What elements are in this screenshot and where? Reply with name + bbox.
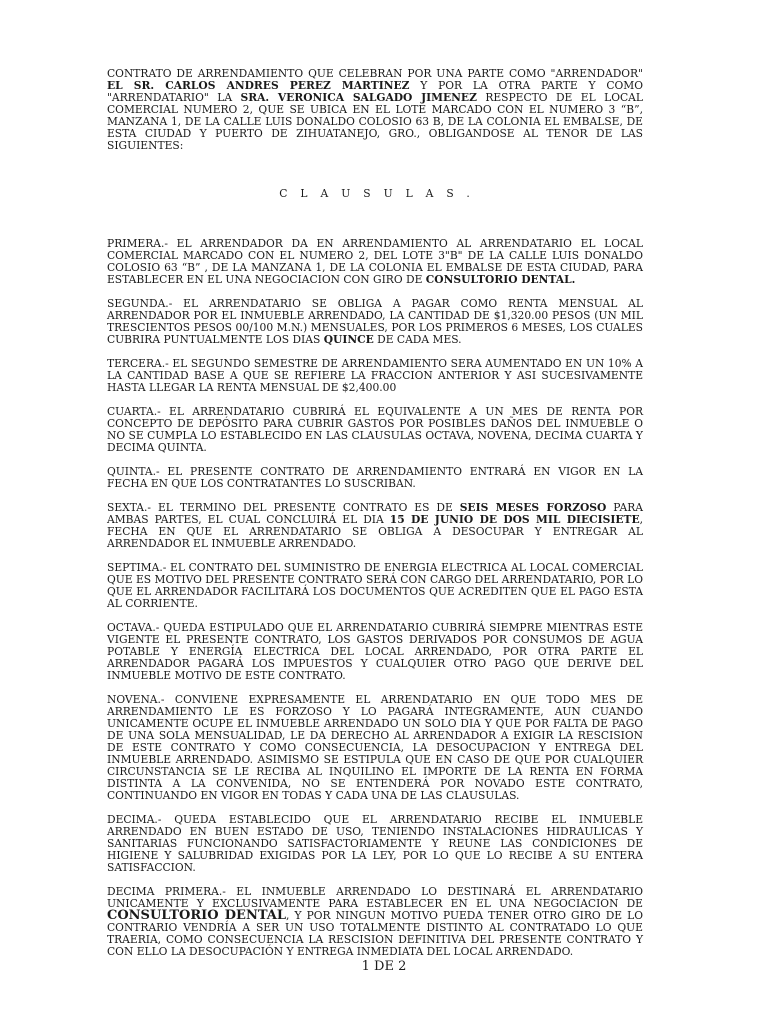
page-number: 1 DE 2 — [361, 959, 407, 974]
tenant-name: SRA. VERONICA SALGADO JIMENEZ — [240, 91, 477, 104]
clause-octava: OCTAVA.- QUEDA ESTIPULADO QUE EL ARRENDATARIO CUBRIRÁ SIEMPRE MIENTRAS ESTE VIGENTE EL PRESENTE CONTRATO, LOS GASTOS DERIVADOS POR CONSUMOS DE AGUA POTABLE Y ENERGÍA ELECTRICA DEL LOCAL ARRENDADO, POR OTRA PARTE EL ARRENDADOR PAGARÁ LOS IMPUESTOS Y CUALQUIER OTRO PAGO QUE DERIVE DEL INMUEBLE MOTIVO DE ESTE CONTRATO. — [107, 621, 643, 682]
clause-novena: NOVENA.- CONVIENE EXPRESAMENTE EL ARRENDATARIO EN QUE TODO MES DE ARRENDAMIENTO LE ES FORZOSO Y LO PAGARÁ INTEGRAMENTE, AUN CUANDO UNICAMENTE OCUPE EL INMUEBLE ARRENDADO UN SOLO DIA Y QUE POR FALTA DE PAGO DE UNA SOLA MENSUALIDAD, LE DA DERECHO AL ARRENDADOR A EXIGIR LA RESCISION DE ESTE CONTRATO Y COMO CONSECUENCIA, LA DESOCUPACION Y ENTREGA DEL INMUEBLE ARRENDADO. ASIMISMO SE ESTIPULA QUE EN CASO DE QUE POR CUALQUIER CIRCUNSTANCIA SE LE RECIBA AL INQUILINO EL IMPORTE DE LA RENTA EN FORMA DISTINTA A LA CONVENIDA, NO SE ENTENDERÁ POR NOVADO ESTE CONTRATO, CONTINUANDO EN VIGOR EN TODAS Y CADA UNA DE LAS CLAUSULAS. — [107, 693, 643, 802]
contract-intro: CONTRATO DE ARRENDAMIENTO QUE CELEBRAN POR UNA PARTE COMO "ARRENDADOR" EL SR. CARLOS ANDRES PEREZ MARTINEZ Y POR LA OTRA PARTE Y COMO "ARRENDATARIO" LA SRA. VERONICA SALGADO JIMENEZ RESPECTO DE EL LOCAL COMERCIAL NUMERO 2, QUE SE UBICA EN EL LOTE MARCADO CON EL NUMERO 3 “B”, MANZANA 1, DE LA CALLE LUIS DONALDO COLOSIO 63 B, DE LA COLONIA EL EMBALSE, DE ESTA CIUDAD Y PUERTO DE ZIHUATANEJO, GRO., OBLIGANDOSE AL TENOR DE LAS SIGUIENTES: — [107, 67, 643, 152]
document-body — [107, 68, 643, 970]
clause-sexta: SEXTA.- EL TERMINO DEL PRESENTE CONTRATO ES DE SEIS MESES FORZOSO PARA AMBAS PARTES, EL CUAL CONCLUIRÁ EL DIA 15 DE JUNIO DE DOS MIL DIECISIETE, FECHA EN QUE EL ARRENDATARIO SE OBLIGA A DESOCUPAR Y ENTREGAR AL ARRENDADOR EL INMUEBLE ARRENDADO. — [107, 501, 643, 550]
clause-decima-primera: DECIMA PRIMERA.- EL INMUEBLE ARRENDADO LO DESTINARÁ EL ARRENDATARIO UNICAMENTE Y EXCLUSIVAMENTE PARA ESTABLECER EN EL UNA NEGOCIACION DE CONSULTORIO DENTAL, Y POR NINGUN MOTIVO PUEDA TENER OTRO GIRO DE LO CONTRARIO VENDRÍA A SER UN USO TOTALMENTE DISTINTO AL CONTRATADO LO QUE TRAERIA, COMO CONSECUENCIA LA RESCISION DEFINITIVA DEL PRESENTE CONTRATO Y CON ELLO LA DESOCUPACIÓN Y ENTREGA INMEDIATA DEL LOCAL ARRENDADO. — [107, 885, 643, 958]
clause-decima: DECIMA.- QUEDA ESTABLECIDO QUE EL ARRENDATARIO RECIBE EL INMUEBLE ARRENDADO EN BUEN ESTADO DE USO, TENIENDO INSTALACIONES HIDRAULICAS Y SANITARIAS FUNCIONANDO SATISFACTORIAMENTE Y REUNE LAS CONDICIONES DE HIGIENE Y SALUBRIDAD EXIGIDAS POR LA LEY, POR LO QUE LO RECIBE A SU ENTERA SATISFACCION. — [107, 813, 643, 874]
clauses-heading: CLAUSULAS. — [279, 187, 483, 200]
clause-primera: PRIMERA.- EL ARRENDADOR DA EN ARRENDAMIENTO AL ARRENDATARIO EL LOCAL COMERCIAL MARCADO CON EL NUMERO 2, DEL LOTE 3"B" DE LA CALLE LUIS DONALDO COLOSIO 63 “B” , DE LA MANZANA 1, DE LA COLONIA EL EMBALSE DE ESTA CIUDAD, PARA ESTABLECER EN EL UNA NEGOCIACION CON GIRO DE CONSULTORIO DENTAL. — [107, 237, 643, 286]
clause-quinta: QUINTA.- EL PRESENTE CONTRATO DE ARRENDAMIENTO ENTRARÁ EN VIGOR EN LA FECHA EN QUE LOS CONTRATANTES LO SUSCRIBAN. — [107, 465, 643, 490]
clause-segunda: SEGUNDA.- EL ARRENDATARIO SE OBLIGA A PAGAR COMO RENTA MENSUAL AL ARRENDADOR POR EL INMUEBLE ARRENDADO, LA CANTIDAD DE $1,320.00 PESOS (UN MIL TRESCIENTOS PESOS 00/100 M.N.) MENSUALES, POR LOS PRIMEROS 6 MESES, LOS CUALES CUBRIRA PUNTUALMENTE LOS DIAS QUINCE DE CADA MES. — [107, 297, 643, 346]
clause-septima: SEPTIMA.- EL CONTRATO DEL SUMINISTRO DE ENERGIA ELECTRICA AL LOCAL COMERCIAL QUE ES MOTIVO DEL PRESENTE CONTRATO SERÁ CON CARGO DEL ARRENDATARIO, POR LO QUE EL ARRENDADOR FACILITARÁ LOS DOCUMENTOS QUE ACREDITEN QUE EL PAGO ESTA AL CORRIENTE. — [107, 561, 643, 610]
clause-tercera: TERCERA.- EL SEGUNDO SEMESTRE DE ARRENDAMIENTO SERA AUMENTADO EN UN 10% A LA CANTIDAD BASE A QUE SE REFIERE LA FRACCION ANTERIOR Y ASI SUCESIVAMENTE HASTA LLEGAR LA RENTA MENSUAL DE $2,400.00 — [107, 357, 643, 394]
landlord-name: EL SR. CARLOS ANDRES PEREZ MARTINEZ — [107, 79, 410, 92]
clause-cuarta: CUARTA.- EL ARRENDATARIO CUBRIRÁ EL EQUIVALENTE A UN MES DE RENTA POR CONCEPTO DE DEPÓSITO PARA CUBRIR GASTOS POR POSIBLES DAÑOS DEL INMUEBLE O NO SE CUMPLA LO ESTABLECIDO EN LAS CLAUSULAS OCTAVA, NOVENA, DECIMA CUARTA Y DECIMA QUINTA. — [107, 405, 643, 454]
